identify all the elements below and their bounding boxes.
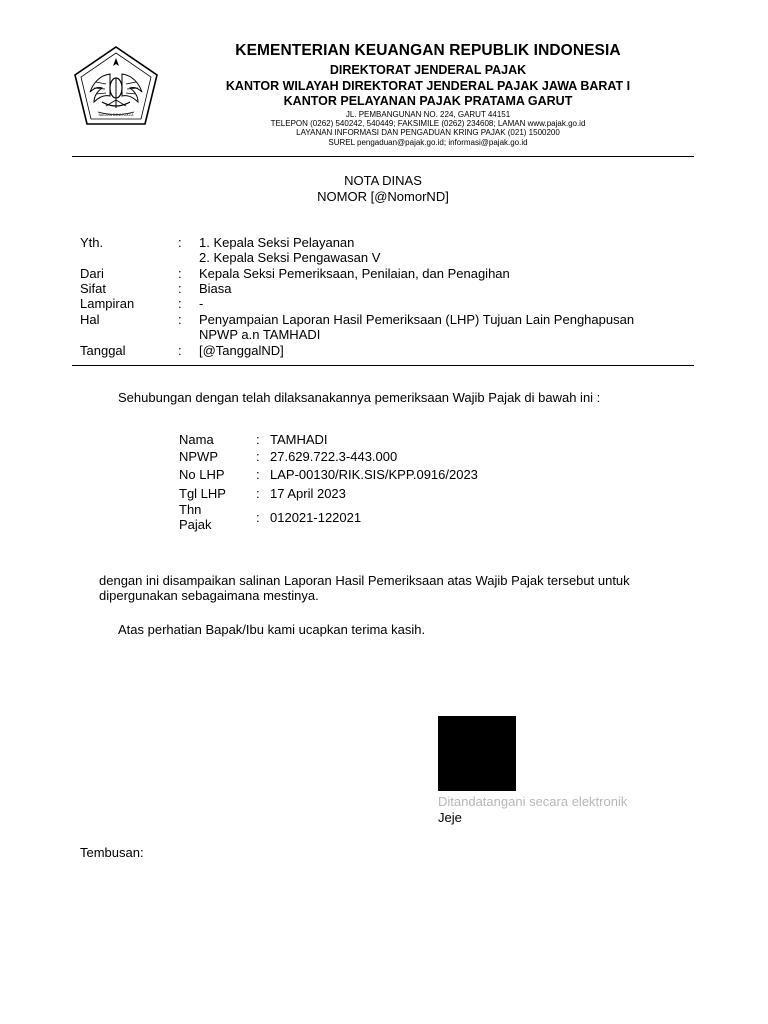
- tgllhp-value: 17 April 2023: [270, 486, 346, 501]
- nolhp-label: No LHP: [179, 467, 225, 482]
- nolhp-colon: :: [256, 467, 260, 482]
- body-paragraph-line-1: dengan ini disampaikan salinan Laporan Hasil Pemeriksaan atas Wajib Pajak tersebut untuk: [99, 573, 630, 588]
- thn-value: 012021-122021: [270, 510, 362, 525]
- tanggal-value: [@TanggalND]: [199, 343, 284, 358]
- lampiran-value: -: [199, 296, 204, 311]
- office-address: JL. PEMBANGUNAN NO. 224, GARUT 44151: [345, 110, 511, 119]
- local-office-title: KANTOR PELAYANAN PAJAK PRATAMA GARUT: [283, 94, 573, 108]
- lampiran-label: Lampiran: [80, 296, 135, 311]
- document-number: NOMOR [@NomorND]: [317, 189, 449, 204]
- tgllhp-label: Tgl LHP: [179, 486, 226, 501]
- document-title: NOTA DINAS: [344, 173, 422, 188]
- memo-divider: [72, 365, 694, 366]
- kemenkeu-logo: [72, 44, 160, 128]
- lampiran-colon: :: [178, 296, 182, 311]
- yth-colon: :: [178, 235, 182, 250]
- hal-value-line-1: Penyampaian Laporan Hasil Pemeriksaan (LHP) Tujuan Lain Penghapusan: [199, 312, 635, 327]
- tgllhp-colon: :: [256, 486, 260, 501]
- thn-colon: :: [256, 510, 260, 525]
- ministry-title: KEMENTERIAN KEUANGAN REPUBLIK INDONESIA: [235, 42, 621, 59]
- thn-label-line-2: Pajak: [179, 517, 212, 532]
- tembusan-label: Tembusan:: [80, 845, 144, 860]
- yth-recipient-1: 1. Kepala Seksi Pelayanan: [199, 235, 355, 250]
- signature-note: Ditandatangani secara elektronik: [438, 794, 628, 809]
- thn-label-line-1: Thn: [179, 502, 202, 517]
- regional-office-title: KANTOR WILAYAH DIREKTORAT JENDERAL PAJAK JAWA BARAT I: [225, 79, 631, 93]
- yth-recipient-2: 2. Kepala Seksi Pengawasan V: [199, 250, 381, 265]
- npwp-label: NPWP: [179, 449, 218, 464]
- sifat-label: Sifat: [80, 281, 107, 296]
- sifat-value: Biasa: [199, 281, 232, 296]
- yth-label: Yth.: [80, 235, 104, 250]
- directorate-title: DIREKTORAT JENDERAL PAJAK: [329, 63, 527, 77]
- tanggal-label: Tanggal: [80, 343, 126, 358]
- signature-qr-redacted: [438, 716, 516, 791]
- hal-label: Hal: [80, 312, 100, 327]
- header-divider: [72, 156, 694, 157]
- office-phone: TELEPON (0262) 540242, 540449; FAKSIMILE (0262) 234608; LAMAN www.pajak.go.id: [270, 119, 586, 128]
- hal-value-line-2: NPWP a.n TAMHADI: [199, 327, 321, 342]
- body-paragraph-line-2: dipergunakan sebagaimana mestinya.: [99, 588, 319, 603]
- nama-colon: :: [256, 432, 260, 447]
- nolhp-value: LAP-00130/RIK.SIS/KPP.0916/2023: [270, 467, 478, 482]
- office-info-line: LAYANAN INFORMASI DAN PENGADUAN KRING PAJAK (021) 1500200: [296, 128, 560, 137]
- npwp-value: 27.629.722.3-443.000: [270, 449, 398, 464]
- office-email: SUREL pengaduan@pajak.go.id; informasi@pajak.go.id: [328, 138, 528, 147]
- intro-paragraph: Sehubungan dengan telah dilaksanakannya pemeriksaan Wajib Pajak di bawah ini :: [118, 390, 601, 405]
- sifat-colon: :: [178, 281, 182, 296]
- dari-value: Kepala Seksi Pemeriksaan, Penilaian, dan Penagihan: [199, 266, 510, 281]
- closing-paragraph: Atas perhatian Bapak/Ibu kami ucapkan terima kasih.: [118, 622, 426, 637]
- nama-label: Nama: [179, 432, 214, 447]
- npwp-colon: :: [256, 449, 260, 464]
- logo-caption: NAGARA DANA RAKCA: [98, 113, 134, 117]
- signatory-name: Jeje: [438, 810, 462, 825]
- dari-colon: :: [178, 266, 182, 281]
- tanggal-colon: :: [178, 343, 182, 358]
- nama-value: TAMHADI: [270, 432, 328, 447]
- hal-colon: :: [178, 312, 182, 327]
- dari-label: Dari: [80, 266, 104, 281]
